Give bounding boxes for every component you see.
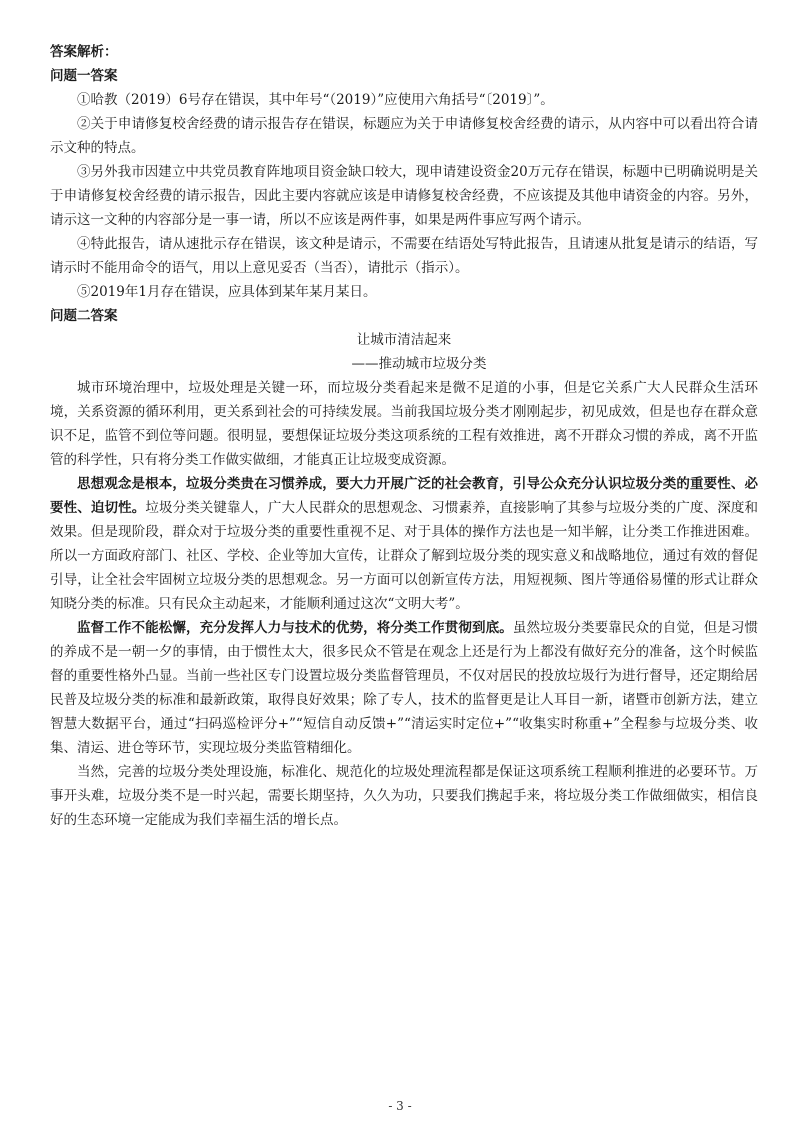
- paragraph-3-thesis: 监督工作不能松懈，充分发挥人力与技术的优势，将分类工作贯彻到底。: [77, 620, 513, 636]
- q1-heading: 问题一答案: [50, 68, 118, 84]
- analysis-heading: 答案解析：: [50, 44, 118, 60]
- essay-paragraph-4: 当然，完善的垃圾分类处理设施，标准化、规范化的垃圾处理流程都是保证这项系统工程顺利推进的必要环节。万事开头难，垃圾分类不是一时兴起，需要长期坚持，久久为功，只要我们携起手来，将垃圾分类工作做细做实，相信良好的生态环境一定能成为我们幸福生活的增长点。: [50, 764, 758, 828]
- page-number: - 3 -: [388, 1099, 412, 1113]
- q1-item-4: ④特此报告，请从速批示存在错误，该文种是请示，不需要在结语处写特此报告，且请速从批复是请示的结语，写请示时不能用命令的语气，用以上意见妥否（当否），请批示（指示）。: [50, 236, 758, 276]
- q1-item-2: ②关于申请修复校舍经费的请示报告存在错误，标题应为关于申请修复校舍经费的请示，从内容中可以看出符合请示文种的特点。: [50, 116, 758, 156]
- q1-item-5: ⑤2019年1月存在错误，应具体到某年某月某日。: [77, 284, 377, 300]
- q1-item-3: ③另外我市因建立中共党员教育阵地项目资金缺口较大，现申请建设资金20万元存在错误，标题中已明确说明是关于申请修复校舍经费的请示报告，因此主要内容就应该是申请修复校舍经费，不应该提及其他申请资金的内容。另外，请示这一文种的内容部分是一事一请，所以不应该是两件事，如果是两件事应写两个请示。: [50, 164, 758, 228]
- q1-item-1: ①哈教（2019）6号存在错误，其中年号“（2019）”应使用六角括号“〔2019〕”。: [77, 92, 554, 108]
- essay-paragraph-1: 城市环境治理中，垃圾处理是关键一环，而垃圾分类看起来是微不足道的小事，但是它关系广大人民群众生活环境，关系资源的循环利用，更关系到社会的可持续发展。当前我国垃圾分类才刚刚起步，初见成效，但是也存在群众意识不足，监管不到位等问题。很明显，要想保证垃圾分类这项系统的工程有效推进，离不开群众习惯的养成，离不开监管的科学性，只有将分类工作做实做细，才能真正让垃圾变成资源。: [50, 380, 758, 468]
- document-page: [50, 40, 758, 832]
- essay-paragraph-2: [50, 472, 758, 616]
- paragraph-2-thesis: 思想观念是根本，垃圾分类贵在习惯养成，要大力开展广泛的社会教育，引导公众充分认识垃圾分类的重要性、必要性、迫切性。: [50, 476, 758, 516]
- essay-subtitle: ——推动城市垃圾分类: [351, 356, 487, 372]
- paragraph-2-body: 垃圾分类关键靠人，广大人民群众的思想观念、习惯素养，直接影响了其参与垃圾分类的广度、深度和效果。但是现阶段，群众对于垃圾分类的重要性重视不足、对于具体的操作方法也是一知半解，让分类工作推进困难。所以一方面政府部门、社区、学校、企业等加大宣传，让群众了解到垃圾分类的现实意义和战略地位，通过有效的督促引导，让全社会牢固树立垃圾分类的思想观念。另一方面可以创新宣传方法，用短视频、图片等通俗易懂的形式让群众知晓分类的标准。只有民众主动起来，才能顺利通过这次“文明大考”。: [50, 500, 759, 612]
- q2-heading: 问题二答案: [50, 308, 118, 324]
- paragraph-3-body: 虽然垃圾分类要靠民众的自觉，但是习惯的养成不是一朝一夕的事情，由于惯性太大，很多民众不管是在观念上还是行为上都没有做好充分的准备，这个时候监督的重要性格外凸显。当前一些社区专门设置垃圾分类监督管理员，不仅对居民的投放垃圾行为进行督导，还定期给居民普及垃圾分类的标准和最新政策，取得良好效果；除了专人，技术的监督更是让人耳目一新，诸暨市创新方法，建立智慧大数据平台，通过“扫码巡检评分+”“短信自动反馈+”“清运实时定位+”“收集实时称重+”全程参与垃圾分类、收集、清运、进仓等环节，实现垃圾分类监管精细化。: [50, 620, 759, 756]
- essay-paragraph-3: [50, 616, 758, 760]
- essay-title: 让城市清洁起来: [356, 332, 452, 348]
